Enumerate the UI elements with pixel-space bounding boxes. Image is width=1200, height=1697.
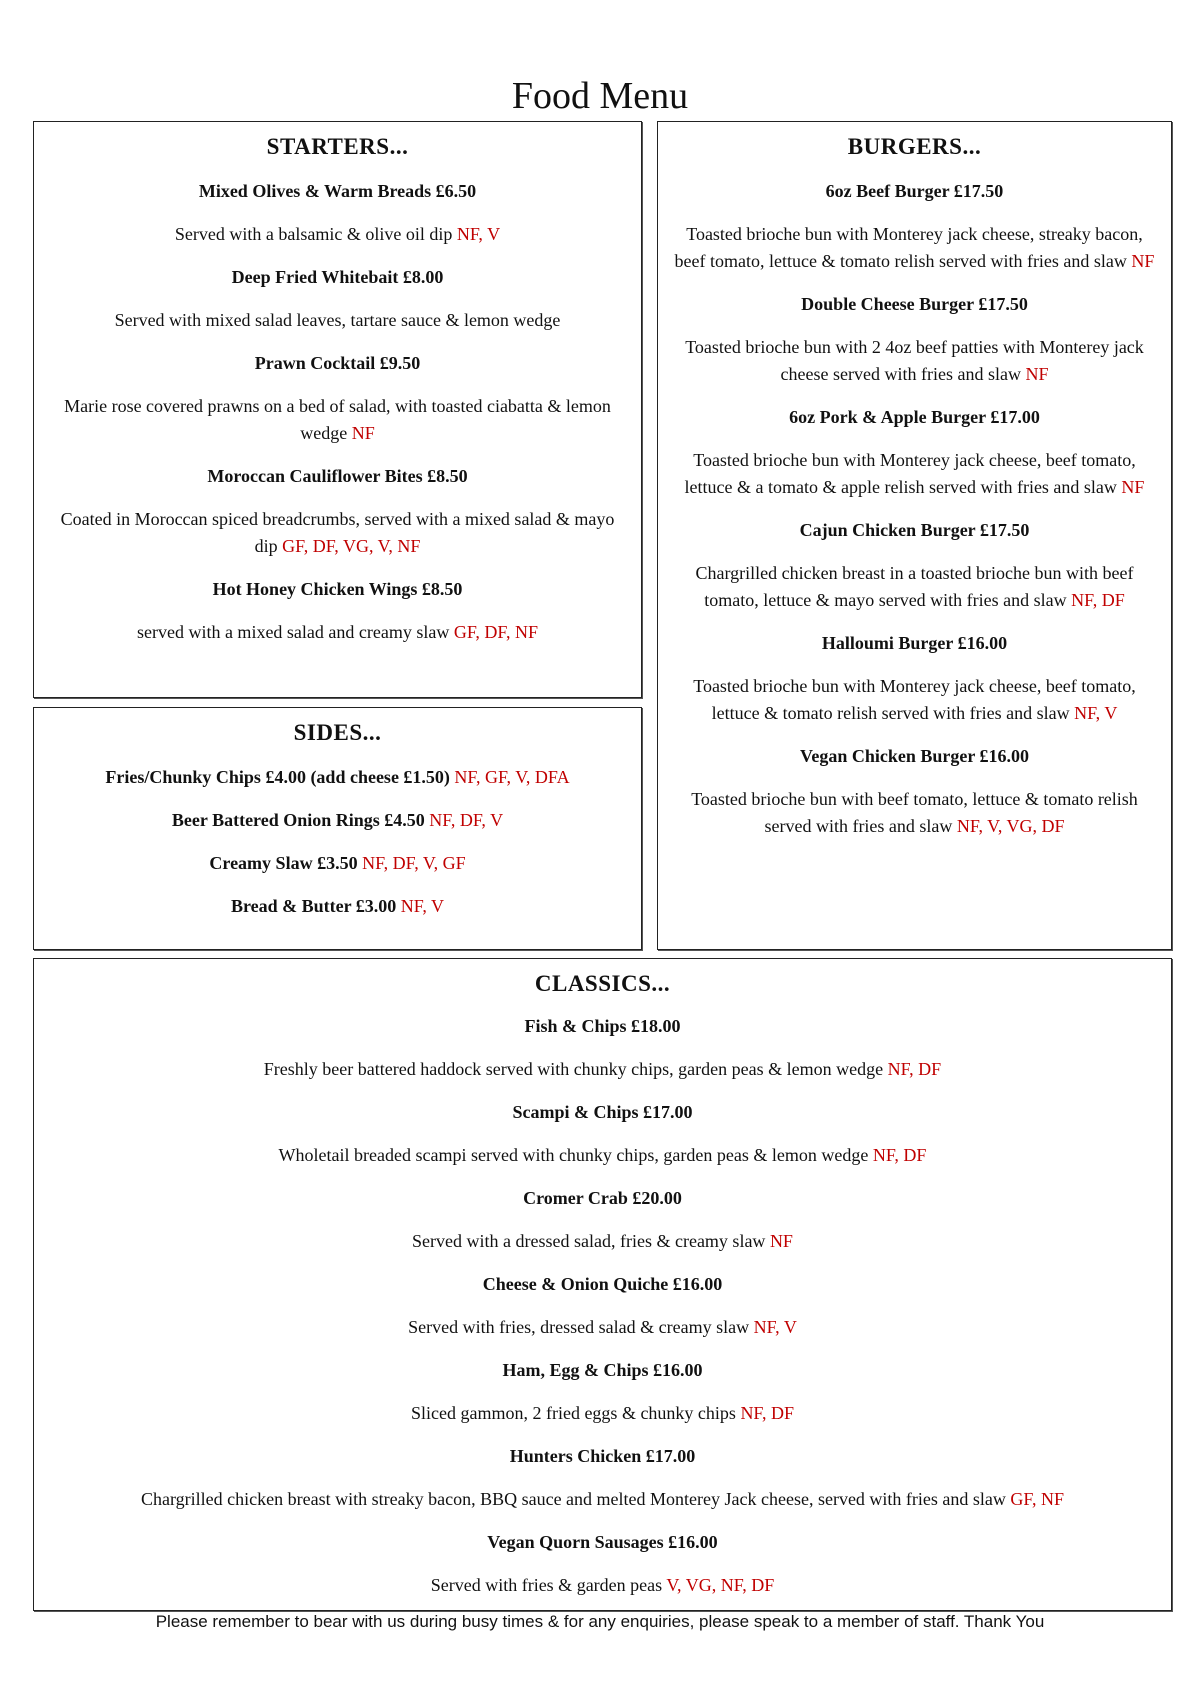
menu-item-description-line: [56, 506, 619, 560]
allergen-tags: V, VG, NF, DF: [666, 1575, 775, 1595]
menu-item-description: Served with fries & garden peas: [430, 1575, 663, 1595]
menu-item-name-line: [56, 264, 619, 291]
allergen-tags: GF, NF: [1010, 1489, 1064, 1509]
menu-item-description: Chargrilled chicken breast with streaky bacon, BBQ sauce and melted Monterey Jack cheese, served with fries and slaw: [141, 1489, 1006, 1509]
menu-item-name-line: [56, 893, 619, 920]
menu-item-description-line: [670, 334, 1159, 388]
allergen-tags: NF: [351, 423, 375, 443]
menu-item-name-line: [670, 404, 1159, 431]
menu-item-description-line: [56, 1142, 1149, 1169]
footer-note: Please remember to bear with us during busy times & for any enquiries, please speak to a member of staff. Thank You: [155, 1612, 1045, 1631]
menu-item-name-line: [56, 1529, 1149, 1556]
sides-section: [33, 707, 642, 950]
menu-item-description-line: [56, 393, 619, 447]
menu-item-description: Marie rose covered prawns on a bed of salad, with toasted ciabatta & lemon wedge: [64, 396, 611, 443]
menu-item-name-line: [56, 350, 619, 377]
menu-item-name: Fries/Chunky Chips £4.00 (add cheese £1.50): [105, 767, 450, 787]
menu-item-name-line: [56, 463, 619, 490]
allergen-tags: NF, DF: [1071, 590, 1125, 610]
menu-item-name: Fish & Chips £18.00: [524, 1016, 681, 1036]
menu-item-description: Toasted brioche bun with Monterey jack cheese, streaky bacon, beef tomato, lettuce & tomato relish served with fries and slaw: [674, 224, 1143, 271]
menu-item-description: Served with fries, dressed salad & creamy slaw: [408, 1317, 750, 1337]
allergen-tags: NF, V: [400, 896, 445, 916]
menu-item-description-line: [670, 560, 1159, 614]
menu-item-name: Cheese & Onion Quiche £16.00: [482, 1274, 723, 1294]
menu-item-description-line: [56, 1572, 1149, 1599]
menu-item-name-line: [56, 576, 619, 603]
menu-item-name-line: [670, 178, 1159, 205]
menu-item-description-line: [670, 786, 1159, 840]
allergen-tags: NF: [1131, 251, 1155, 271]
menu-item-name: 6oz Pork & Apple Burger £17.00: [789, 407, 1040, 427]
menu-item-name-line: [56, 1271, 1149, 1298]
section-heading: CLASSICS...: [534, 971, 671, 996]
allergen-tags: NF: [1025, 364, 1049, 384]
allergen-tags: NF: [1121, 477, 1145, 497]
menu-item-name: Cajun Chicken Burger £17.50: [799, 520, 1030, 540]
menu-item-description-line: [56, 1228, 1149, 1255]
menu-item-name: Double Cheese Burger £17.50: [801, 294, 1028, 314]
menu-item-name-line: [56, 1357, 1149, 1384]
allergen-tags: NF, DF, V, GF: [362, 853, 466, 873]
menu-item-description-line: [670, 221, 1159, 275]
menu-item-name: Cromer Crab £20.00: [523, 1188, 682, 1208]
menu-item-description: Wholetail breaded scampi served with chunky chips, garden peas & lemon wedge: [278, 1145, 869, 1165]
allergen-tags: GF, DF, NF: [453, 622, 539, 642]
menu-item-description: Toasted brioche bun with Monterey jack cheese, beef tomato, lettuce & tomato relish served with fries and slaw: [693, 676, 1136, 723]
menu-item-name: Vegan Chicken Burger £16.00: [799, 746, 1030, 766]
menu-item-name: Bread & Butter £3.00: [230, 896, 397, 916]
menu-item-description: Freshly beer battered haddock served with chunky chips, garden peas & lemon wedge: [263, 1059, 884, 1079]
allergen-tags: NF, DF, V: [429, 810, 504, 830]
menu-item-name: 6oz Beef Burger £17.50: [825, 181, 1004, 201]
allergen-tags: NF, DF: [740, 1403, 795, 1423]
starters-section: [33, 121, 642, 698]
menu-item-name-line: [56, 850, 619, 877]
menu-item-name-line: [56, 1443, 1149, 1470]
allergen-tags: NF, V, VG, DF: [956, 816, 1065, 836]
menu-item-name: Mixed Olives & Warm Breads £6.50: [198, 181, 477, 201]
menu-item-name: Scampi & Chips £17.00: [512, 1102, 693, 1122]
menu-item-name: Beer Battered Onion Rings £4.50: [171, 810, 425, 830]
menu-item-name: Hot Honey Chicken Wings £8.50: [212, 579, 463, 599]
menu-item-name-line: [670, 743, 1159, 770]
menu-item-description: Toasted brioche bun with 2 4oz beef patties with Monterey jack cheese served with fries and slaw: [685, 337, 1144, 384]
section-heading: BURGERS...: [847, 134, 982, 159]
menu-item-description: served with a mixed salad and creamy slaw: [136, 622, 450, 642]
menu-item-name: Vegan Quorn Sausages £16.00: [487, 1532, 718, 1552]
menu-item-description-line: [56, 1400, 1149, 1427]
allergen-tags: GF, DF, VG, V, NF: [282, 536, 421, 556]
allergen-tags: NF, DF: [872, 1145, 927, 1165]
menu-item-name: Deep Fried Whitebait £8.00: [231, 267, 444, 287]
section-heading: STARTERS...: [266, 134, 409, 159]
allergen-tags: NF, V: [753, 1317, 797, 1337]
allergen-tags: NF, DF: [887, 1059, 942, 1079]
menu-item-name-line: [56, 764, 619, 791]
menu-item-description-line: [56, 307, 619, 334]
menu-item-description: Coated in Moroccan spiced breadcrumbs, served with a mixed salad & mayo dip: [60, 509, 615, 556]
menu-item-description-line: [670, 447, 1159, 501]
menu-item-description: Sliced gammon, 2 fried eggs & chunky chips: [410, 1403, 736, 1423]
classics-section: [33, 958, 1172, 1611]
menu-item-description-line: [56, 619, 619, 646]
menu-item-description: Served with mixed salad leaves, tartare sauce & lemon wedge: [114, 310, 561, 330]
allergen-tags: NF, GF, V, DFA: [454, 767, 570, 787]
menu-item-description-line: [56, 1314, 1149, 1341]
menu-item-name-line: [670, 517, 1159, 544]
menu-item-description-line: [670, 673, 1159, 727]
menu-item-description-line: [56, 1486, 1149, 1513]
menu-item-description: Toasted brioche bun with Monterey jack cheese, beef tomato, lettuce & a tomato & apple relish served with fries and slaw: [684, 450, 1136, 497]
menu-item-name-line: [56, 1013, 1149, 1040]
burgers-section: [657, 121, 1172, 950]
menu-item-description: Served with a balsamic & olive oil dip: [174, 224, 453, 244]
menu-item-name-line: [56, 1185, 1149, 1212]
menu-item-description: Toasted brioche bun with beef tomato, lettuce & tomato relish served with fries and slaw: [691, 789, 1138, 836]
allergen-tags: NF: [769, 1231, 793, 1251]
section-heading: SIDES...: [293, 720, 382, 745]
menu-item-name-line: [670, 291, 1159, 318]
menu-item-name-line: [670, 630, 1159, 657]
menu-item-name: Prawn Cocktail £9.50: [254, 353, 421, 373]
menu-item-description-line: [56, 221, 619, 248]
allergen-tags: NF, V: [456, 224, 501, 244]
menu-item-name-line: [56, 178, 619, 205]
menu-item-name: Creamy Slaw £3.50: [209, 853, 358, 873]
menu-item-description: Chargrilled chicken breast in a toasted brioche bun with beef tomato, lettuce & mayo served with fries and slaw: [695, 563, 1134, 610]
menu-item-name: Hunters Chicken £17.00: [509, 1446, 696, 1466]
menu-item-description-line: [56, 1056, 1149, 1083]
menu-item-description: Served with a dressed salad, fries & creamy slaw: [412, 1231, 766, 1251]
menu-item-name-line: [56, 807, 619, 834]
menu-item-name: Ham, Egg & Chips £16.00: [502, 1360, 703, 1380]
menu-item-name-line: [56, 1099, 1149, 1126]
allergen-tags: NF, V: [1074, 703, 1118, 723]
page-title: Food Menu: [511, 75, 689, 117]
menu-item-name: Halloumi Burger £16.00: [821, 633, 1008, 653]
menu-item-name: Moroccan Cauliflower Bites £8.50: [207, 466, 468, 486]
